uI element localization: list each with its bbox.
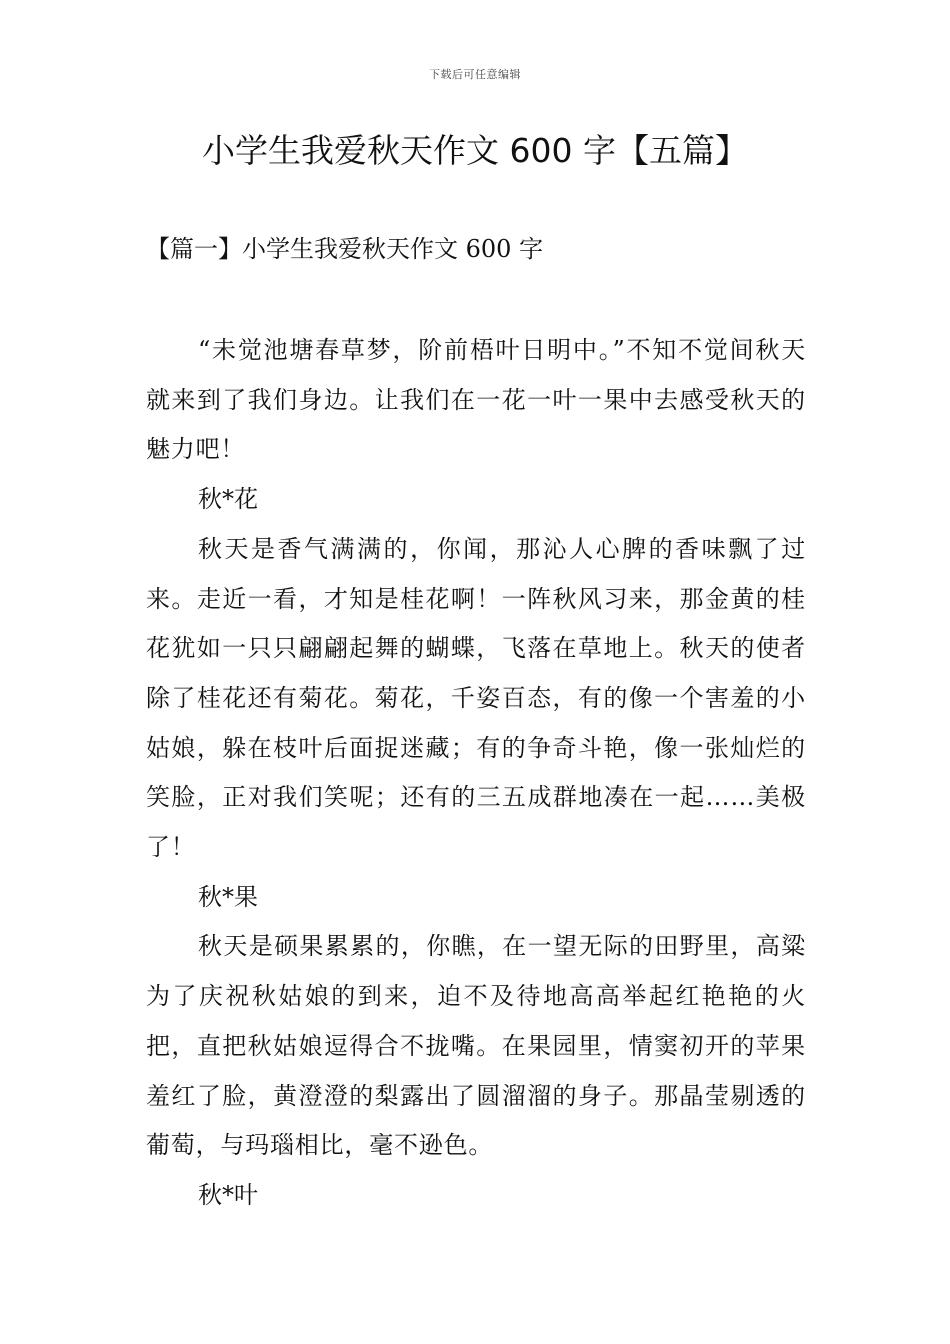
document-title: 小学生我爱秋天作文 600 字【五篇】 — [202, 131, 748, 170]
section-heading: 【篇一】小学生我爱秋天作文 600 字 — [146, 235, 544, 263]
paragraph-flower: 秋天是香气满满的，你闻，那沁人心脾的香味飘了过来。走近一看，才知是桂花啊！一阵秋风习来，那金黄的桂花犹如一只只翩翩起舞的蝴蝶，飞落在草地上。秋天的使者除了桂花还有菊花。菊花，千姿百态，有的像一个害羞的小姑娘，躲在枝叶后面捉迷藏；有的争奇斗艳，像一张灿烂的笑脸，正对我们笑呢；还有的三五成群地凑在一起……美极了！ — [146, 534, 806, 862]
body-text — [146, 326, 806, 1221]
header-note: 下载后可任意编辑 — [429, 68, 521, 81]
subheading-fruit: 秋*果 — [198, 882, 258, 911]
paragraph-intro: “未觉池塘春草梦，阶前梧叶日明中。”不知不觉间秋天就来到了我们身边。让我们在一花一叶一果中去感受秋天的魅力吧！ — [146, 336, 806, 464]
paragraph-fruit: 秋天是硕果累累的，你瞧，在一望无际的田野里，高粱为了庆祝秋姑娘的到来，迫不及待地高高举起红艳艳的火把，直把秋姑娘逗得合不拢嘴。在果园里，情窦初开的苹果羞红了脸，黄澄澄的梨露出了圆溜溜的身子。那晶莹剔透的葡萄，与玛瑙相比，毫不逊色。 — [146, 932, 806, 1160]
subheading-leaf: 秋*叶 — [198, 1180, 258, 1209]
subheading-flower: 秋*花 — [198, 485, 258, 514]
